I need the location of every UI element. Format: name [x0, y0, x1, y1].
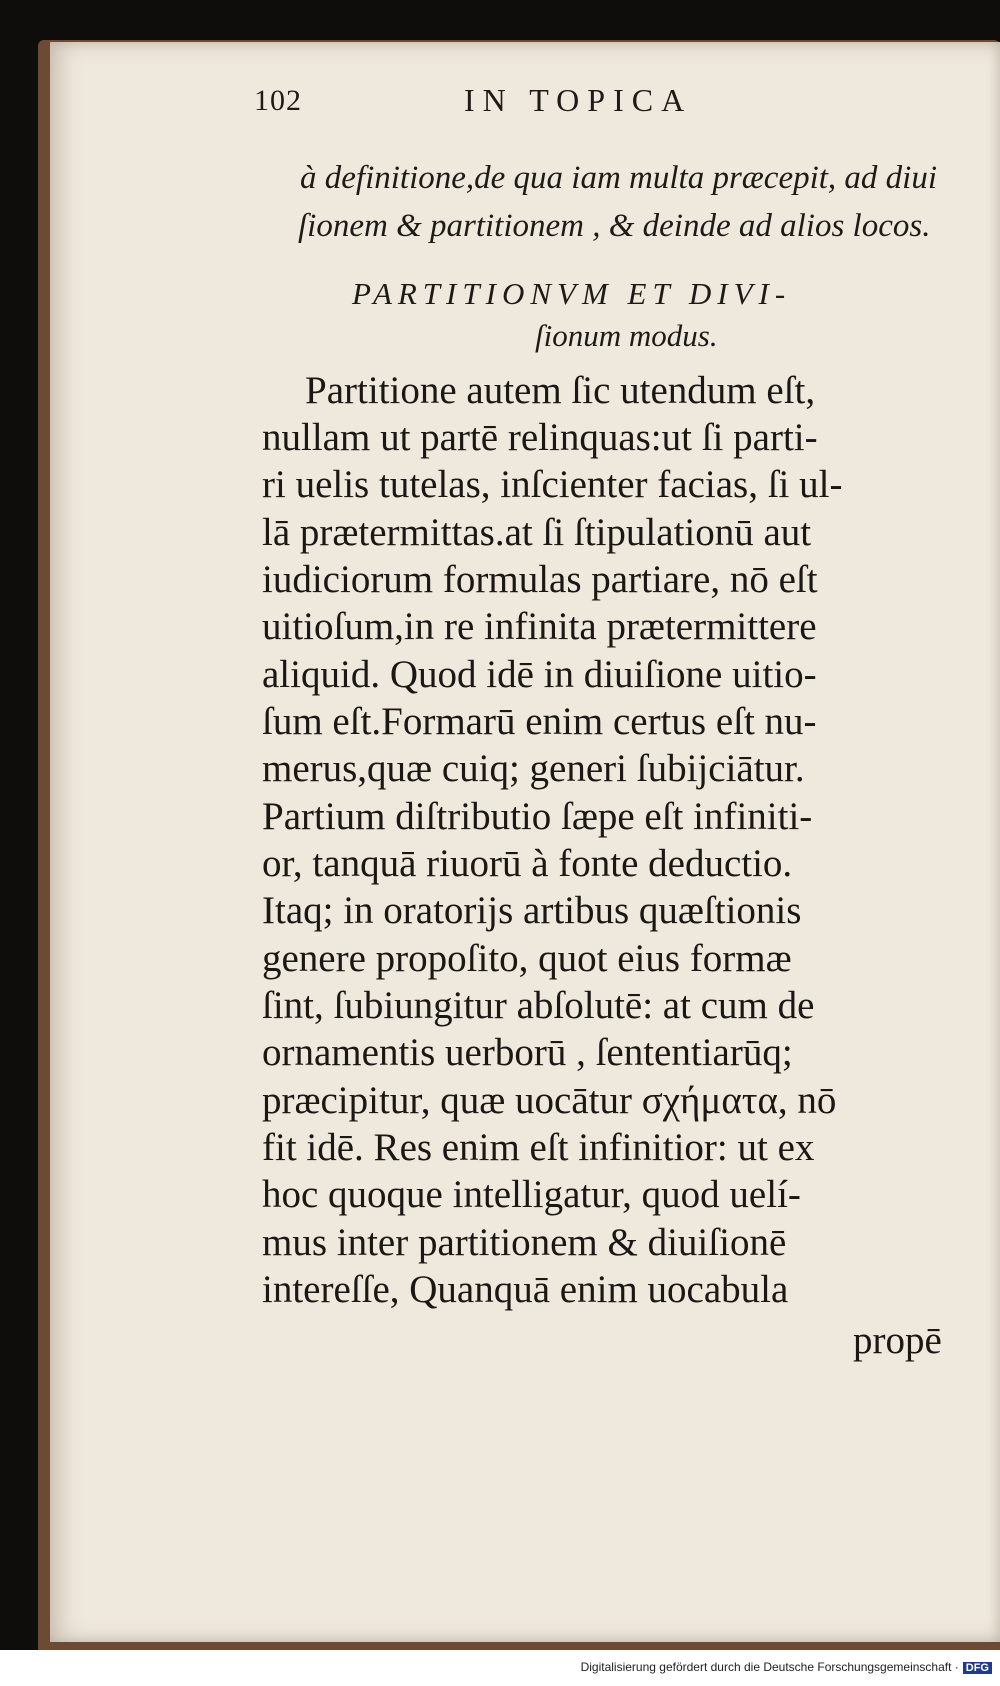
- catchword: propē: [853, 1319, 942, 1362]
- credit-text: Digitalisierung gefördert durch die Deutsche Forschungsgemeinschaft ·: [580, 1660, 959, 1674]
- page-header: [254, 82, 904, 132]
- text-line-7: aliquid. Quod idē in diuiſione uitio-: [262, 653, 817, 696]
- text-line-3: ri uelis tutelas, inſcienter facias, ſi ul-: [262, 463, 843, 506]
- intro-line-1: à definitione,de qua iam multa præcepit, ad diui: [300, 160, 938, 196]
- dfg-logo: DFG: [963, 1662, 992, 1674]
- text-line-2: nullam ut partē relinquas:ut ſi parti-: [262, 416, 818, 459]
- text-line-8: ſum eſt.Formarū enim certus eſt nu-: [262, 700, 817, 743]
- text-line-20: intereſſe, Quanquā enim uocabula: [262, 1268, 789, 1311]
- running-title: IN TOPICA: [464, 82, 693, 118]
- text-line-14: ſint, ſubiungitur abſolutē: at cum de: [262, 984, 815, 1027]
- text-line-16: præcipitur, quæ uocātur σχήματα, nō: [262, 1079, 837, 1122]
- text-line-12: Itaq; in oratorijs artibus quæſtionis: [262, 889, 802, 932]
- text-line-9: merus,quæ cuiq; generi ſubijciātur.: [262, 747, 805, 790]
- text-line-11: or, tanquā riuorū à fonte deductio.: [262, 842, 793, 885]
- text-line-4: lā prætermittas.at ſi ſtipulationū aut: [262, 511, 812, 554]
- section-subheading: ſionum modus.: [535, 318, 718, 353]
- text-line-19: mus inter partitionem & diuiſionē: [262, 1221, 787, 1264]
- digitization-credit: [581, 1660, 992, 1674]
- text-line-1: Partitione autem ſic utendum eſt,: [305, 369, 816, 412]
- text-line-18: hoc quoque intelligatur, quod uelí-: [262, 1173, 801, 1216]
- text-line-13: genere propoſito, quot eius formæ: [262, 937, 792, 980]
- intro-line-2: ſionem & partitionem , & deinde ad alios locos.: [298, 208, 931, 244]
- section-heading: PARTITIONVM ET DIVI-: [352, 276, 792, 311]
- text-line-17: fit idē. Res enim eſt infinitior: ut ex: [262, 1126, 815, 1169]
- text-line-6: uitioſum,in re infinita prætermittere: [262, 605, 817, 648]
- text-line-15: ornamentis uerborū , ſententiarūq;: [262, 1031, 793, 1074]
- text-line-10: Partium diſtributio ſæpe eſt infiniti-: [262, 795, 813, 838]
- page-number: 102: [254, 84, 302, 117]
- text-line-5: iudiciorum formulas partiare, nō eſt: [262, 558, 818, 601]
